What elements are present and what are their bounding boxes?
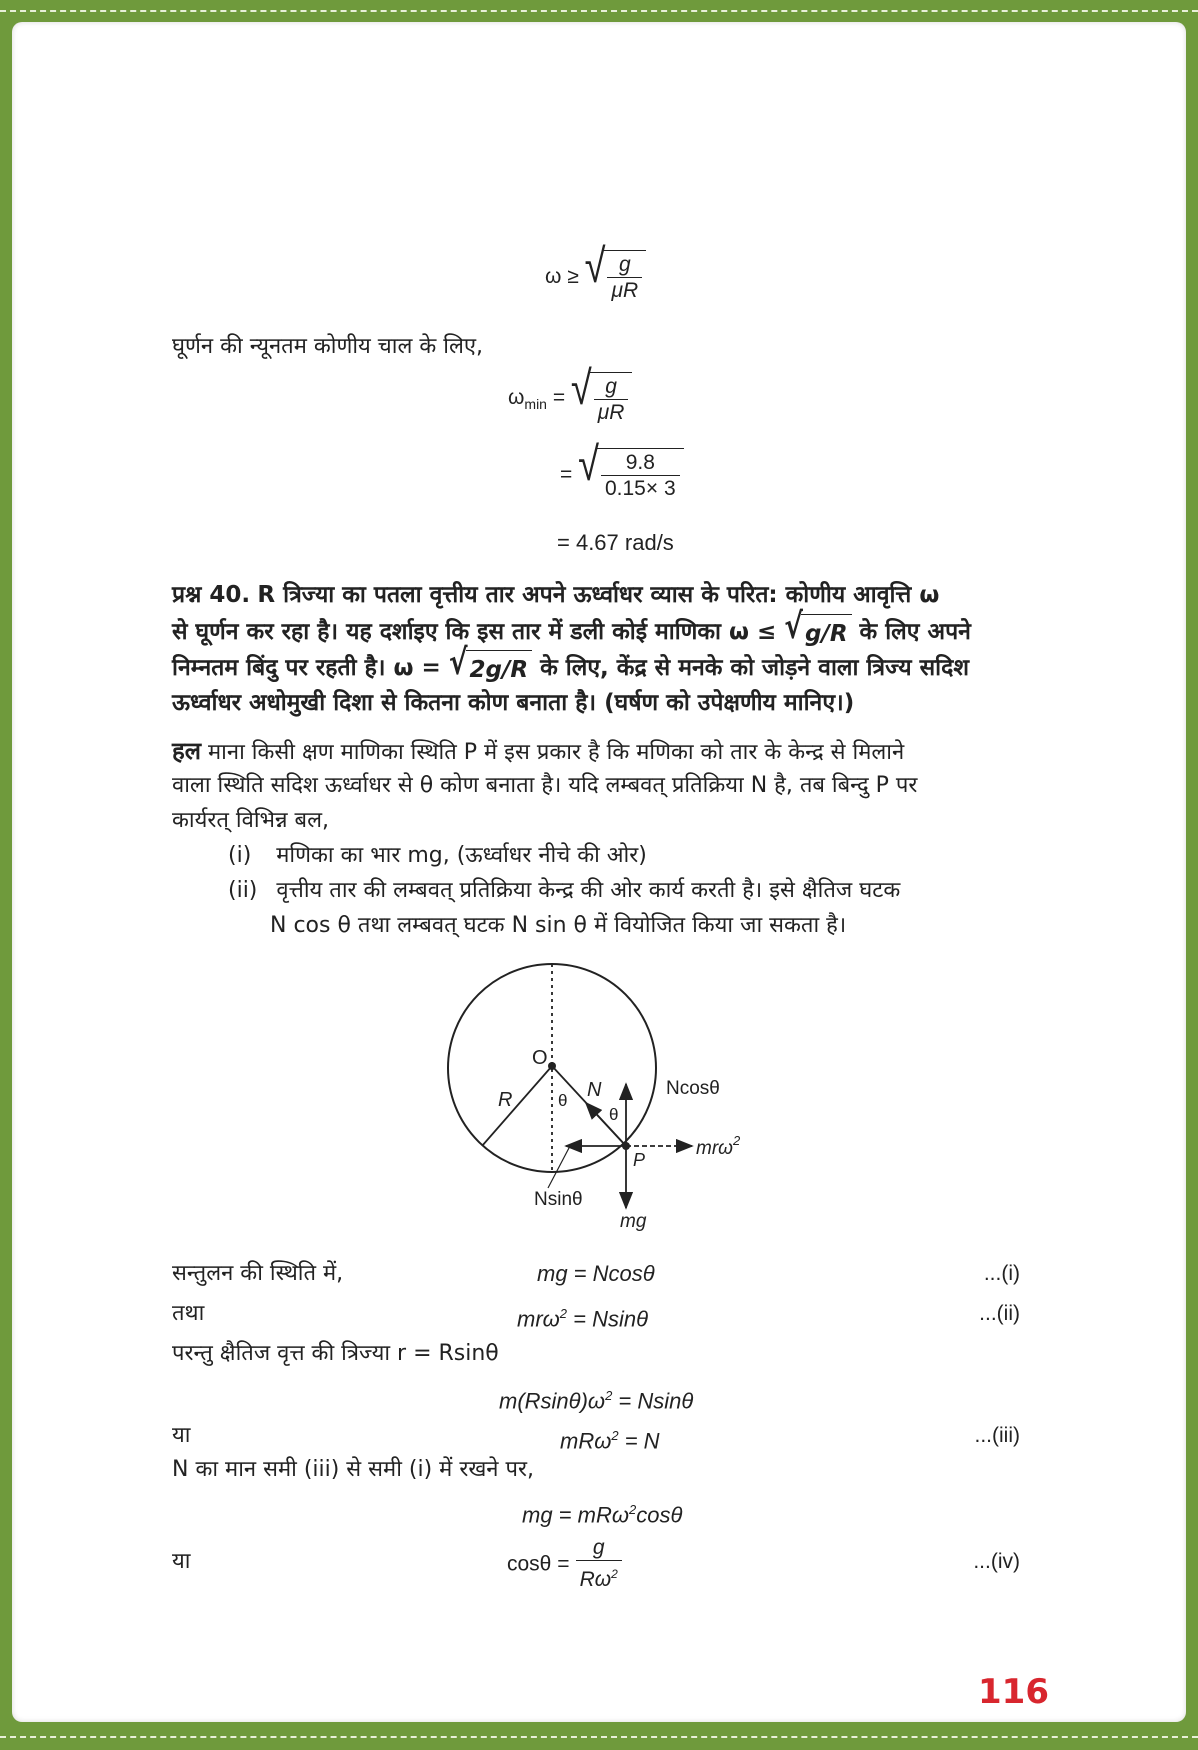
bead-point: [622, 1142, 630, 1150]
force-item-2: [228, 874, 900, 908]
top-dashed-border: [0, 10, 1198, 12]
label-ncos: Ncosθ: [666, 1078, 720, 1099]
omega-result: = 4.67 rad/s: [557, 530, 674, 555]
fraction-numerator: g: [594, 375, 629, 400]
sqrt-symbol: √ $\frac{g}{\mu R}$: [571, 372, 633, 426]
equation-row-7: [172, 1492, 1020, 1528]
question-line-3: [172, 641, 969, 687]
question-line-4: ऊर्ध्वाधर अधोमुखी दिशा से कितना कोण बनाता है। (घर्षण को उपेक्षणीय मानिए।): [172, 690, 855, 716]
label-p: P: [633, 1150, 646, 1170]
label-n: N: [587, 1079, 602, 1101]
solution-line-2: वाला स्थिति सदिश ऊर्ध्वाधर से θ कोण बनाता है। यदि लम्बवत् प्रतिक्रिया N है, तब बिन्दु P पर: [172, 773, 918, 798]
fraction-numerator: g: [607, 253, 642, 278]
sqrt-content: g/R: [801, 614, 852, 651]
item-number: (i): [228, 843, 252, 868]
force-item-2-cont: N cos θ तथा लम्बवत् घटक N sin θ में वियोजित किया जा सकता है।: [270, 913, 847, 938]
fraction-denominator: μR: [597, 401, 625, 424]
question-text-2a: से घूर्णन कर रहा है। यह दर्शाइए कि इस तार में डली कोई माणिका ω ≤: [172, 619, 777, 645]
superscript: 2: [559, 1306, 568, 1321]
row-label: तथा: [172, 1301, 205, 1326]
equation-part: = Nsinθ: [567, 1306, 649, 1332]
bottom-dashed-border: [0, 1736, 1198, 1738]
superscript: 2: [605, 1388, 613, 1403]
formula-lhs: ω ≥: [545, 265, 579, 288]
normal-force-arrow: [586, 1103, 626, 1146]
svg-text:mrω2: [696, 1133, 741, 1159]
formula-omega-min: [508, 362, 632, 426]
question-text-3b: के लिए, केंद्र से मनके को जोड़ने वाला त्रिज्य सदिश: [540, 655, 969, 681]
equation-part: mg = mRω: [522, 1502, 629, 1528]
min-speed-label: घूर्णन की न्यूनतम कोणीय चाल के लिए,: [172, 334, 484, 359]
equals-sign: =: [552, 385, 566, 409]
label-mrw: mrω: [696, 1138, 733, 1159]
page-number: 116: [978, 1672, 1049, 1712]
question-line-1: [172, 578, 939, 612]
row-label: N का मान समी (iii) से समी (i) में रखने पर,: [172, 1457, 534, 1482]
label-theta-center: θ: [558, 1091, 568, 1110]
circle-force-diagram: [430, 960, 770, 1240]
equation-number: ...(ii): [979, 1302, 1020, 1325]
row-label: या: [172, 1423, 191, 1448]
solution-line-3: कार्यरत् विभिन्न बल,: [172, 808, 329, 833]
equation-row-6: [172, 1452, 1020, 1488]
superscript: 2: [611, 1428, 619, 1443]
equation-number: ...(i): [983, 1262, 1020, 1285]
radius-line: [482, 1066, 552, 1146]
equation-part: mrω: [517, 1306, 560, 1332]
question-text-3a: निम्नतम बिंदु पर रहती है। ω =: [172, 655, 441, 681]
sqrt-content: 2g/R: [466, 650, 533, 687]
sqrt-symbol: √ 2g/R: [449, 650, 532, 687]
solution-line-1: [172, 734, 904, 770]
equation-mg-ncos: mg = Ncosθ: [537, 1261, 655, 1286]
label-mg: mg: [620, 1211, 647, 1232]
solution-label: हल: [172, 737, 202, 765]
question-text-1: R त्रिज्या का पतला वृत्तीय तार अपने ऊर्ध्वाधर व्यास के परित: कोणीय आवृत्ति ω: [257, 582, 940, 608]
fraction-denominator: μR: [611, 279, 639, 302]
equation-row-2: [172, 1296, 1020, 1332]
fraction-denominator: Rω: [579, 1568, 612, 1591]
omega-subscript: min: [524, 396, 547, 413]
superscript: 2: [611, 1567, 618, 1581]
item-text: मणिका का भार mg, (ऊर्ध्वाधर नीचे की ओर): [276, 843, 647, 868]
question-text-2b: के लिए अपने: [859, 619, 971, 645]
label-r: R: [498, 1089, 513, 1111]
fraction-denominator: 0.15× 3: [604, 477, 676, 500]
superscript: 2: [628, 1502, 637, 1517]
force-item-1: [228, 839, 647, 873]
sqrt-symbol: √ g/R: [784, 614, 851, 651]
solution-text-1: माना किसी क्षण माणिका स्थिति P में इस प्रकार है कि मणिका को तार के केन्द्र से मिलाने: [208, 740, 905, 765]
equation-row-4: [172, 1378, 1020, 1414]
item-text: वृत्तीय तार की लम्बवत् प्रतिक्रिया केन्द्र की ओर कार्य करती है। इसे क्षैतिज घटक: [276, 878, 901, 903]
equation-number: ...(iii): [974, 1424, 1020, 1447]
formula-omega-inequality: [545, 240, 646, 304]
question-label: प्रश्न 40.: [172, 582, 251, 608]
equation-part: cosθ: [636, 1502, 683, 1528]
equation-row-5: [172, 1418, 1020, 1454]
equation-row-8: [172, 1536, 1020, 1592]
equation-part: m(Rsinθ)ω: [499, 1388, 606, 1414]
equals-sign: =: [560, 463, 573, 486]
label-theta-bead: θ: [609, 1105, 619, 1124]
sqrt-symbol: √ $\frac{g}{\mu R}$: [585, 250, 647, 304]
row-label: परन्तु क्षैतिज वृत्त की त्रिज्या r = Rsinθ: [172, 1341, 499, 1366]
item-number: (ii): [228, 878, 258, 903]
equation-part: mRω: [560, 1428, 612, 1454]
omega-symbol: ω: [508, 385, 525, 409]
fraction-numerator: g: [576, 1536, 622, 1561]
row-label: या: [172, 1549, 191, 1574]
equation-row-1: [172, 1256, 1020, 1292]
fraction-numerator: 9.8: [601, 451, 680, 476]
question-line-2: [172, 605, 971, 651]
row-label: सन्तुलन की स्थिति में,: [172, 1261, 344, 1286]
sqrt-symbol: √ $\frac{9.8}{0.15\times 3}$: [578, 448, 684, 502]
formula-omega-numeric: [560, 438, 684, 502]
equation-number: ...(iv): [973, 1550, 1020, 1573]
equation-part: = Nsinθ: [612, 1388, 694, 1414]
equation-row-3: [172, 1336, 1020, 1372]
label-mrw-superscript: 2: [732, 1133, 741, 1148]
equation-part: cosθ =: [507, 1552, 570, 1576]
equation-part: = N: [618, 1428, 660, 1454]
label-o: O: [532, 1047, 548, 1069]
label-nsin: Nsinθ: [534, 1189, 583, 1210]
